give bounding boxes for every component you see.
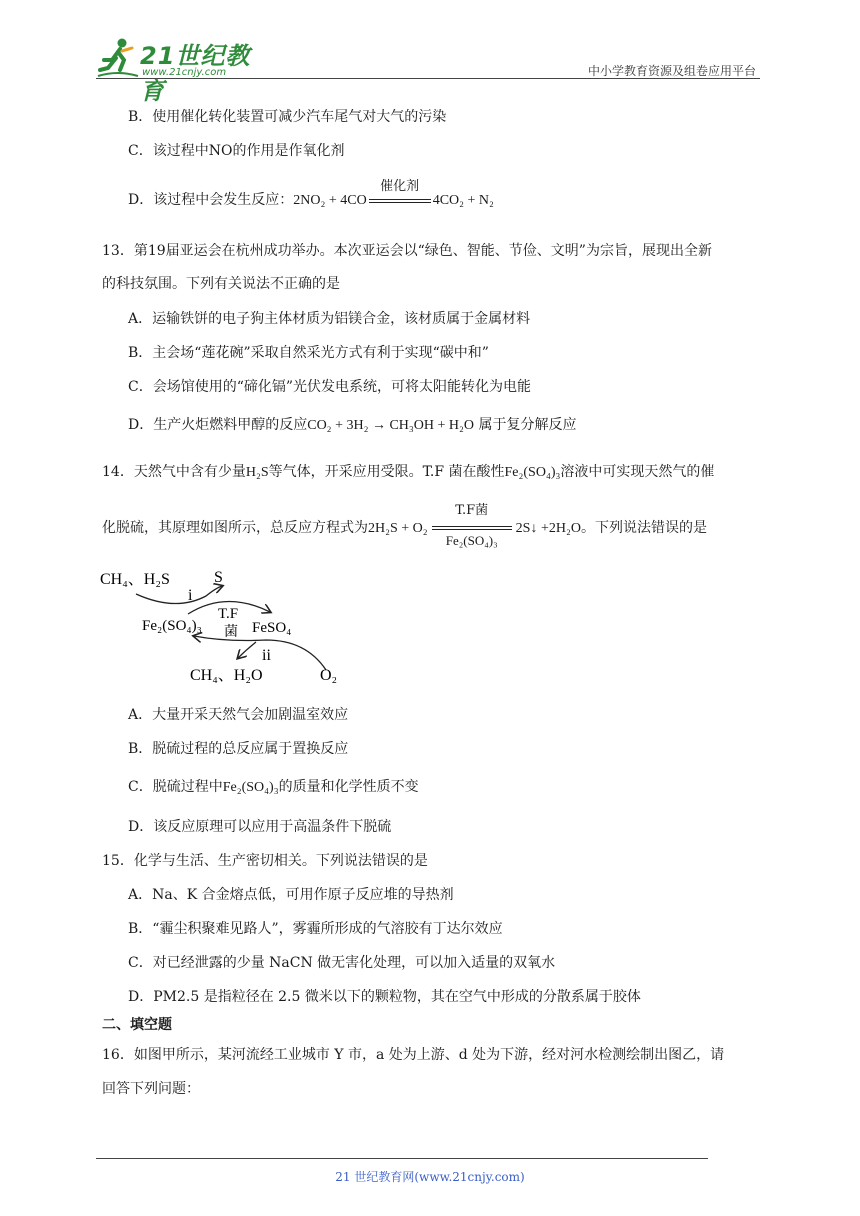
q14-h2s: H₂S — [245, 465, 269, 480]
q14-eq-top: T.F菌 — [455, 503, 489, 518]
catalyst-equals-arrow — [369, 179, 431, 207]
q14-stem-a: 14．天然气中含有少量 — [102, 464, 246, 480]
q13-option-d-prefix: D．生产火炬燃料甲醇的反应 — [128, 417, 308, 433]
q14-option-d: D．该反应原理可以应用于高温条件下脱硫 — [128, 819, 392, 835]
label-tf: T.F — [218, 606, 239, 622]
q12-eq-right: 4CO₂ + N₂ — [432, 193, 494, 208]
section-title: 二、填空题 — [102, 1017, 172, 1033]
q14-stem-c: 溶液中可实现天然气的催 — [560, 464, 715, 480]
q14-option-a: A．大量开采天然气会加剧温室效应 — [128, 707, 349, 723]
q13-option-a: A．运输铁饼的电子狗主体材质为铝镁合金，该材质属于金属材料 — [128, 311, 531, 327]
q14-option-b: B．脱硫过程的总反应属于置换反应 — [128, 741, 349, 757]
q14-stem2-a: 化脱硫，其原理如图所示，总反应方程式为 — [102, 520, 368, 536]
q15-option-d: D．PM2.5 是指粒径在 2.5 微米以下的颗粒物，其在空气中形成的分散系属于胶体 — [128, 989, 641, 1005]
arrow-to-h2o — [238, 642, 256, 658]
q14-stem2-b: 。下列说法错误的是 — [580, 520, 707, 536]
q14-stem-line2 — [102, 503, 707, 548]
label-ch4-h2o: CH₄、H₂O — [190, 667, 263, 684]
page-header — [96, 30, 756, 105]
q13-stem-line1: 13．第19届亚运会在杭州成功举办。本次亚运会以“绿色、智能、节俭、文明”为宗旨，展现出全新 — [102, 243, 712, 259]
desulfurization-cycle-diagram — [96, 566, 356, 690]
q15-option-c: C．对已经泄露的少量 NaCN 做无害化处理，可以加入适量的双氧水 — [128, 955, 556, 971]
q13-option-b: B．主会场“莲花碗”采取自然采光方式有利于实现“碳中和” — [128, 345, 489, 361]
q15-stem: 15．化学与生活、生产密切相关。下列说法错误的是 — [102, 853, 428, 869]
q13-option-d — [128, 414, 576, 434]
q13-option-c: C．会场馆使用的“碲化镉”光伏发电系统，可将太阳能转化为电能 — [128, 379, 532, 395]
label-step-i: i — [188, 587, 193, 604]
q14-eq-bottom: Fe₂(SO₄)₃ — [445, 533, 498, 548]
label-feso4: FeSO₄ — [252, 620, 292, 636]
label-step-ii: ii — [262, 647, 271, 664]
q12-option-c: C．该过程中NO的作用是作氧化剂 — [128, 143, 345, 159]
footer-divider — [96, 1158, 708, 1159]
platform-label: 中小学教育资源及组卷应用平台 — [587, 64, 756, 78]
condition-equals-arrow — [432, 503, 512, 548]
q16-line2: 回答下列问题： — [102, 1081, 200, 1097]
q14-option-c-prefix: C．脱硫过程中 — [128, 779, 223, 795]
q13-option-d-suffix: 属于复分解反应 — [478, 417, 577, 433]
footer-link[interactable]: 21 世纪教育网(www.21cnjy.com) — [335, 1170, 525, 1184]
q12-eq-condition: 催化剂 — [380, 179, 420, 194]
header-divider — [96, 78, 760, 79]
q14-eq-left: 2H₂S + O₂ — [368, 521, 428, 536]
q14-stem-b: 等气体，开采应用受限。T.F 菌在酸性 — [268, 464, 505, 480]
label-s: S — [214, 569, 223, 586]
q14-stem-line1 — [102, 461, 714, 481]
q14-option-c — [128, 776, 419, 796]
q13-eq: CO₂ + 3H₂ → CH₃OH + H₂O — [307, 418, 474, 433]
label-ch4-h2s: CH₄、H₂S — [100, 571, 170, 588]
q13-stem-line2: 的科技氛围。下列有关说法不正确的是 — [102, 276, 340, 292]
q12-option-b: B．使用催化转化装置可减少汽车尾气对大气的污染 — [128, 109, 447, 125]
label-o2: O₂ — [320, 667, 338, 684]
label-jun: 菌 — [224, 624, 238, 640]
q12-option-d-prefix: D．该过程中会发生反应： — [128, 192, 294, 208]
q16-line1: 16．如图甲所示，某河流经工业城市 Y 市，a 处为上游、d 处为下游，经对河水检测绘制出图乙，请 — [102, 1047, 725, 1063]
arrow-to-s — [136, 586, 222, 604]
runner-logo-icon — [96, 36, 140, 80]
q14-eq-right: 2S↓ +2H₂O — [515, 521, 581, 536]
q14-fe2so43: Fe₂(SO₄)₃ — [504, 465, 561, 480]
label-fe2so43: Fe₂(SO₄)₃ — [142, 618, 202, 634]
q15-option-b: B．“霾尘积聚难见路人”，雾霾所形成的气溶胶有丁达尔效应 — [128, 921, 503, 937]
q15-option-a: A．Na、K 合金熔点低，可用作原子反应堆的导热剂 — [128, 887, 454, 903]
q12-option-d — [128, 179, 494, 209]
q14-option-c-chem: Fe₂(SO₄)₃ — [222, 780, 279, 795]
q12-eq-left: 2NO₂ + 4CO — [293, 193, 367, 208]
logo-url: www.21cnjy.com — [142, 67, 227, 78]
arrow-fe2-to-fe3 — [194, 636, 326, 670]
site-logo[interactable] — [96, 36, 266, 105]
logo-text: 21世纪教育 — [140, 42, 251, 105]
q14-option-c-suffix: 的质量和化学性质不变 — [278, 779, 419, 795]
